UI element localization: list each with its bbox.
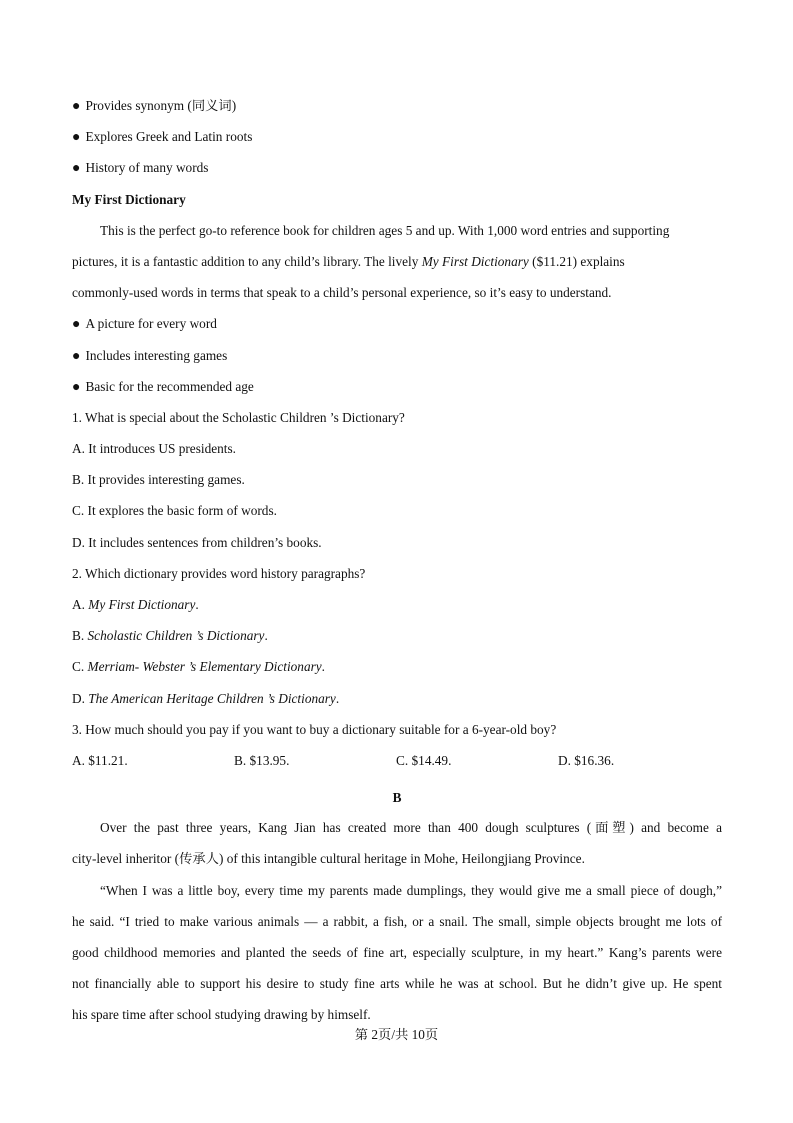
q2-option-c: C. Merriam- Webster ’s Elementary Dictionary. xyxy=(72,659,325,675)
feature-bullet: ● A picture for every word xyxy=(72,311,722,342)
feature-bullet: ● History of many words xyxy=(72,155,722,186)
q3-option-b: B. $13.95. xyxy=(234,752,290,768)
q2-option-a: A. My First Dictionary. xyxy=(72,597,199,612)
document-page xyxy=(72,93,722,1033)
q1-option-a: A. It introduces US presidents. xyxy=(72,441,236,457)
feature-bullet: ● Explores Greek and Latin roots xyxy=(72,124,722,155)
passage-line: city-level inheritor (传承人) of this intangible cultural heritage in Mohe, Heilongjiang Province. xyxy=(72,851,585,867)
passage-line: “When I was a little boy, every time my parents made dumplings, they would give me a small piece of dough,” xyxy=(100,882,722,898)
page-number-footer: 第 2页/共 10页 xyxy=(354,1027,439,1042)
passage-line: good childhood memories and planted the seeds of fine art, especially sculpture, in my heart.” Kang’s parents were xyxy=(72,944,722,960)
passage-line: Over the past three years, Kang Jian has created more than 400 dough sculptures (面塑) and become a xyxy=(100,820,722,836)
q3-option-d: D. $16.36. xyxy=(558,752,615,768)
section-b-label: B xyxy=(392,790,402,806)
q1-option-b: B. It provides interesting games. xyxy=(72,472,245,488)
question-2: 2. Which dictionary provides word history paragraphs? xyxy=(72,565,366,581)
q2-option-d: D. The American Heritage Children ’s Dictionary. xyxy=(72,690,340,706)
paragraph-line: pictures, it is a fantastic addition to any child’s library. The lively My First Dictionary ($11.21) explains xyxy=(72,253,625,269)
question-3: 3. How much should you pay if you want to buy a dictionary suitable for a 6-year-old boy? xyxy=(72,721,557,737)
q2-option-b: B. Scholastic Children ’s Dictionary. xyxy=(72,628,268,644)
q1-option-d: D. It includes sentences from children’s books. xyxy=(72,534,322,550)
feature-bullet: ● Basic for the recommended age xyxy=(72,374,722,405)
passage-line: not financially able to support his desire to study fine arts while he was at school. But he didn’t give up. He spent xyxy=(72,976,722,992)
paragraph-line: This is the perfect go-to reference book for children ages 5 and up. With 1,000 word entries and supporting xyxy=(100,222,670,238)
question-1: 1. What is special about the Scholastic Children ’s Dictionary? xyxy=(72,409,405,425)
q3-option-a: A. $11.21. xyxy=(72,752,128,768)
feature-bullet: ● Includes interesting games xyxy=(72,343,722,374)
feature-bullet: ● Provides synonym (同义词) xyxy=(72,93,722,124)
q3-option-c: C. $14.49. xyxy=(396,752,452,768)
dictionary-heading: My First Dictionary xyxy=(72,191,186,207)
paragraph-line: commonly-used words in terms that speak to a child’s personal experience, so it’s easy to understand. xyxy=(72,285,612,301)
passage-line: his spare time after school studying drawing by himself. xyxy=(72,1007,371,1023)
passage-line: he said. “I tried to make various animals — a rabbit, a fish, or a snail. The small, simple objects brought me lots of xyxy=(72,913,722,929)
q1-option-c: C. It explores the basic form of words. xyxy=(72,503,277,519)
q3-options xyxy=(72,748,722,779)
